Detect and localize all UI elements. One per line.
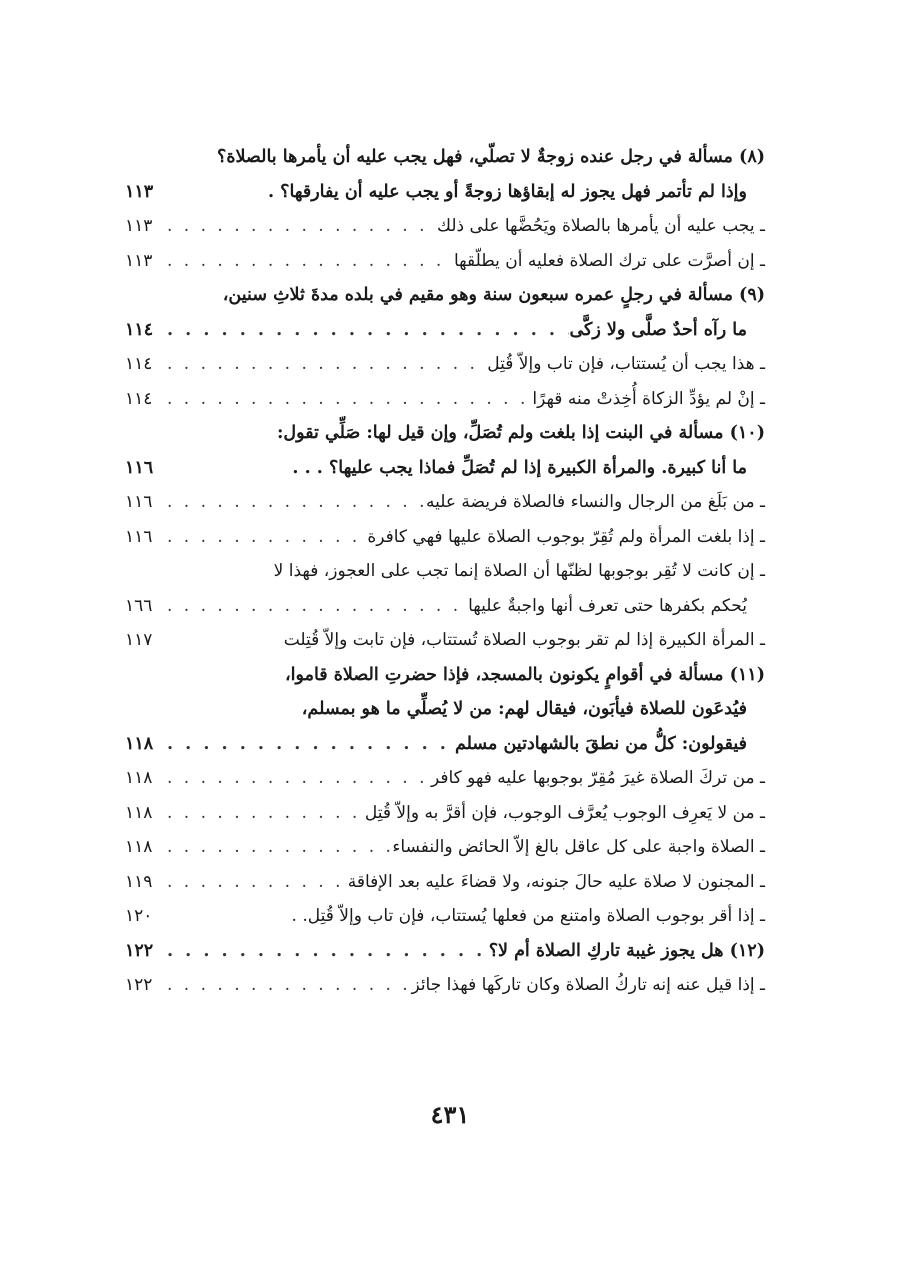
toc-page-number: ١١٣ (125, 216, 153, 236)
page-number: ٤٣١ (430, 1100, 470, 1129)
toc-page-number: ١١٦ (125, 526, 153, 547)
leader-dots (161, 520, 367, 555)
toc-entry (125, 382, 765, 417)
leader-dots (161, 727, 455, 762)
toc-page-number: ١١٨ (125, 837, 153, 857)
toc-entry-text: ـ المجنون لا صلاة عليه حالَ جنونه، ولا قضاءَ عليه بعد الإفاقة (347, 871, 765, 892)
toc-entry-text: فيقولون: كلُّ من نطقَ بالشهادتين مسلم (454, 733, 747, 754)
toc-page-number: ١١٨ (125, 802, 153, 823)
toc-entry-text: ـ من تركَ الصلاة غيرَ مُقِرّ بوجوبها عليه فهو كافر (430, 768, 765, 788)
toc-entry (125, 968, 765, 1003)
toc-entry (125, 175, 765, 210)
table-of-contents (125, 140, 765, 1003)
toc-entry-text: ـ المرأة الكبيرة إذا لم تقر بوجوب الصلاة تُستتاب، فإن تابت وإلاّ قُتِلت (283, 630, 765, 650)
toc-page-number: ١١٤ (125, 388, 153, 409)
toc-entry (125, 830, 765, 865)
toc-entry-text: فيُدعَون للصلاة فيأبَون، فيقال لهم: من لا يُصلِّي ما هو بمسلم، (301, 699, 747, 719)
toc-entry (125, 140, 765, 175)
leader-dots (161, 382, 532, 417)
toc-entry (125, 347, 765, 382)
toc-page-number: ١٢٢ (125, 975, 153, 995)
toc-entry-text: (٨) مسألة في رجل عنده زوجةٌ لا تصلّي، فهل يجب عليه أن يأمرها بالصلاة؟ (217, 147, 765, 167)
toc-entry-text: ما أنا كبيرة. والمرأة الكبيرة إذا لم تُصَلِّ فماذا يجب عليها؟ . . . (292, 457, 747, 478)
toc-entry-text: ـ يجب عليه أن يأمرها بالصلاة ويَحُضَّها على ذلك (437, 216, 765, 236)
toc-page-number: ١١٣ (125, 250, 153, 271)
toc-entry (125, 313, 765, 348)
toc-entry-text: ما رآه أحدٌ صلَّى ولا زكَّى (569, 319, 747, 340)
toc-entry (125, 520, 765, 555)
leader-dots (161, 244, 454, 279)
toc-page-number: ١١٨ (125, 768, 153, 788)
toc-entry (125, 692, 765, 727)
toc-entry (125, 451, 765, 486)
toc-page-number: ١١٦ (125, 457, 154, 478)
leader-dots (161, 485, 426, 520)
leader-dots (161, 347, 487, 382)
toc-entry (125, 658, 765, 693)
toc-entry-text: ـ إذا قيل عنه إنه تاركُ الصلاة وكان تاركَها فهذا جائز (411, 975, 765, 995)
toc-page-number: ١١٤ (125, 319, 154, 340)
toc-entry (125, 209, 765, 244)
toc-page-number: ١١٤ (125, 354, 153, 374)
toc-entry-text: (١٢) هل يجوز غيبة تاركِ الصلاة أم لا؟ (488, 940, 765, 961)
toc-page-number: ١١٧ (125, 630, 153, 650)
toc-entry-text: ـ إنْ لم يؤدِّ الزكاة أُخِذتْ منه قهرًا (532, 388, 765, 409)
toc-page-number: ١١٦ (125, 492, 153, 512)
leader-dots (161, 589, 468, 624)
toc-page-number: ١١٩ (125, 871, 153, 892)
toc-entry (125, 416, 765, 451)
leader-dots (161, 761, 431, 796)
toc-entry (125, 727, 765, 762)
toc-entry (125, 934, 765, 969)
toc-entry-text: ـ من بَلَغ من الرجال والنساء فالصلاة فريضة عليه (425, 492, 765, 512)
leader-dots (161, 968, 411, 1003)
toc-entry-text: ـ هذا يجب أن يُستتاب، فإن تاب وإلاّ قُتِل (487, 354, 765, 374)
toc-entry (125, 865, 765, 900)
toc-entry (125, 899, 765, 934)
toc-entry-text: ـ إن كانت لا تُقِر بوجوبها لظنّها أن الصلاة إنما تجب على العجوز، فهذا لا (273, 561, 765, 581)
toc-entry (125, 485, 765, 520)
toc-entry (125, 589, 765, 624)
leader-dots (161, 830, 392, 865)
toc-page-number: ١٢٢ (125, 940, 154, 961)
toc-entry (125, 278, 765, 313)
toc-entry (125, 244, 765, 279)
leader-dots (161, 796, 365, 831)
toc-entry-text: ـ إن أصرَّت على ترك الصلاة فعليه أن يطلّقها (453, 250, 765, 271)
toc-page-number: ١١٣ (125, 181, 154, 202)
leader-dots (161, 209, 437, 244)
toc-page-number: ١١٨ (125, 733, 154, 754)
toc-entry-text: ـ إذا بلغت المرأة ولم تُقِرّ بوجوب الصلاة عليها فهي كافرة (367, 526, 765, 547)
toc-entry-text: (١٠) مسألة في البنت إذا بلغت ولم تُصَلِّ، وإن قيل لها: صَلِّي تقول: (276, 423, 765, 443)
leader-dots (161, 934, 489, 969)
toc-entry-text: (٩) مسألة في رجلٍ عمره سبعون سنة وهو مقيم في بلده مدةَ ثلاثِ سنين، (222, 285, 765, 305)
toc-page-number: ١٦٦ (125, 595, 153, 616)
toc-entry-text: ـ الصلاة واجبة على كل عاقل بالغ إلاّ الحائض والنفساء (392, 837, 765, 857)
leader-dots (161, 865, 348, 900)
toc-entry-text: ـ من لا يَعرِف الوجوب يُعرَّف الوجوب، فإن أقرَّ به وإلاّ قُتِل (364, 802, 765, 823)
toc-page-number: ١٢٠ (125, 906, 153, 926)
toc-entry (125, 796, 765, 831)
leader-dots (161, 313, 569, 348)
toc-entry-text: ـ إذا أقر بوجوب الصلاة وامتنع من فعلها يُستتاب، فإن تاب وإلاّ قُتِل. . (291, 906, 765, 926)
toc-entry-text: يُحكم بكفرها حتى تعرف أنها واجبةٌ عليها (468, 595, 747, 616)
toc-entry-text: وإذا لم تأتمر فهل يجوز له إبقاؤها زوجةً أو يجب عليه أن يفارقها؟ . (267, 181, 747, 202)
toc-entry-text: (١١) مسألة في أقوامٍ يكونون بالمسجد، فإذا حضرتِ الصلاة قاموا، (285, 664, 765, 685)
toc-entry (125, 554, 765, 589)
toc-entry (125, 623, 765, 658)
toc-entry (125, 761, 765, 796)
